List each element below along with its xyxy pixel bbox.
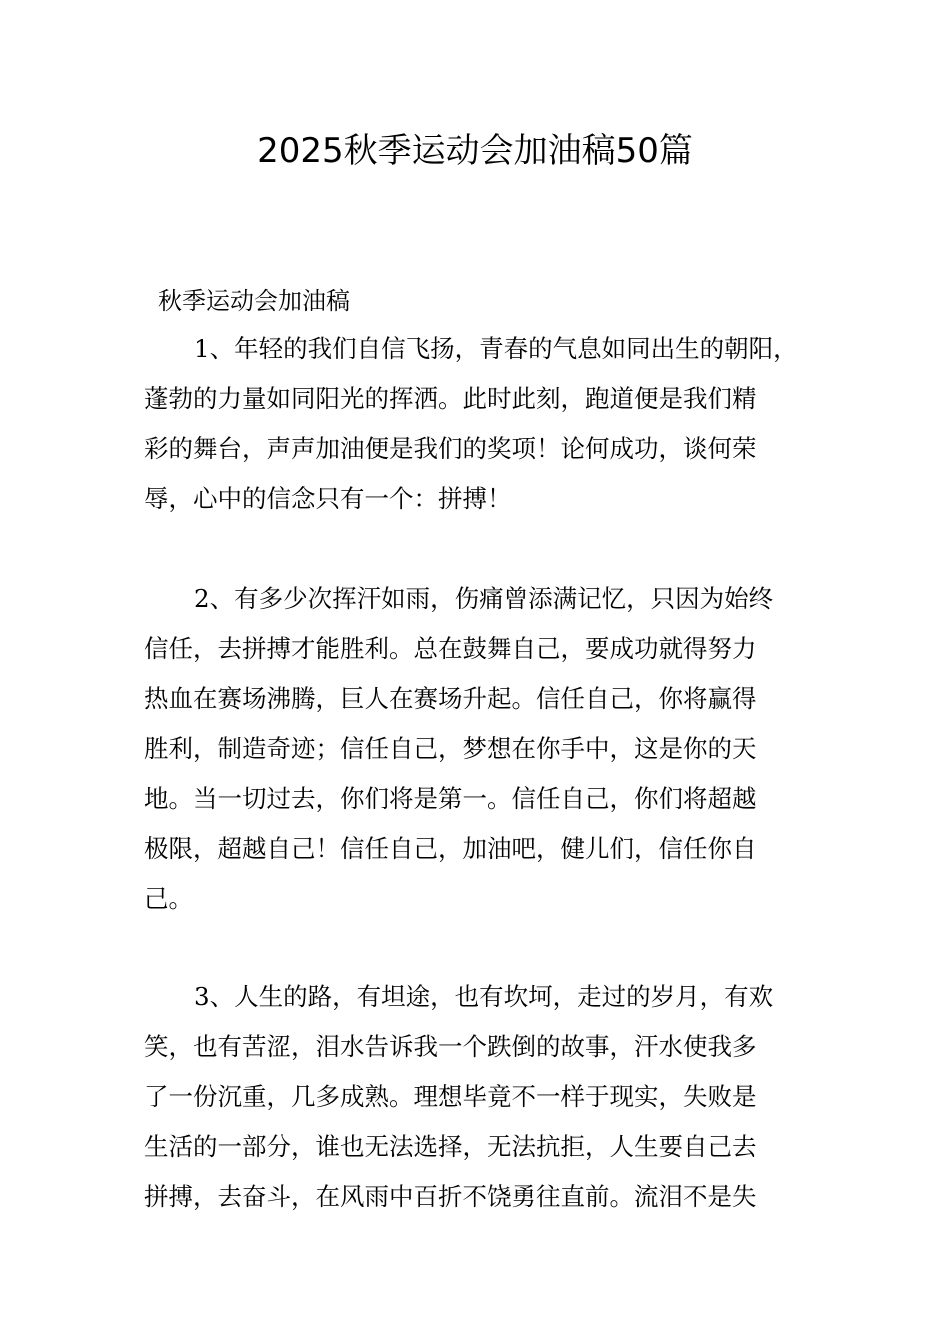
paragraph-1 xyxy=(144,324,816,524)
paragraph-line: 辱，心中的信念只有一个：拼搏！ xyxy=(144,484,512,513)
paragraph-line: 3、人生的路，有坦途，也有坎坷，走过的岁月，有欢 xyxy=(194,982,774,1011)
paragraph-3 xyxy=(144,972,816,1222)
paragraph-line: 生活的一部分，谁也无法选择，无法抗拒，人生要自己去 xyxy=(144,1132,757,1161)
paragraph-line: 蓬勃的力量如同阳光的挥洒。此时此刻，跑道便是我们精 xyxy=(144,384,757,413)
paragraph-line: 极限，超越自己！信任自己，加油吧，健儿们，信任你自 xyxy=(144,834,757,863)
paragraph-line: 2、有多少次挥汗如雨，伤痛曾添满记忆，只因为始终 xyxy=(194,584,774,613)
paragraph-line: 胜利，制造奇迹；信任自己，梦想在你手中，这是你的天 xyxy=(144,734,757,763)
paragraph-line: 1、年轻的我们自信飞扬，青春的气息如同出生的朝阳， xyxy=(194,334,798,363)
paragraph-line: 笑，也有苦涩，泪水告诉我一个跌倒的故事，汗水使我多 xyxy=(144,1032,757,1061)
paragraph-line: 己。 xyxy=(144,884,193,913)
paragraph-line: 彩的舞台，声声加油便是我们的奖项！论何成功，谈何荣 xyxy=(144,434,757,463)
paragraph-line: 拼搏，去奋斗，在风雨中百折不饶勇往直前。流泪不是失 xyxy=(144,1182,757,1211)
document-title: 2025秋季运动会加油稿50篇 xyxy=(257,131,693,171)
paragraph-2 xyxy=(144,574,816,924)
paragraph-line: 热血在赛场沸腾，巨人在赛场升起。信任自己，你将赢得 xyxy=(144,684,757,713)
paragraph-line: 信任，去拼搏才能胜利。总在鼓舞自己，要成功就得努力 xyxy=(144,634,757,663)
section-heading: 秋季运动会加油稿 xyxy=(158,287,350,315)
paragraph-line: 了一份沉重，几多成熟。理想毕竟不一样于现实，失败是 xyxy=(144,1082,757,1111)
paragraph-line: 地。当一切过去，你们将是第一。信任自己，你们将超越 xyxy=(144,784,757,813)
